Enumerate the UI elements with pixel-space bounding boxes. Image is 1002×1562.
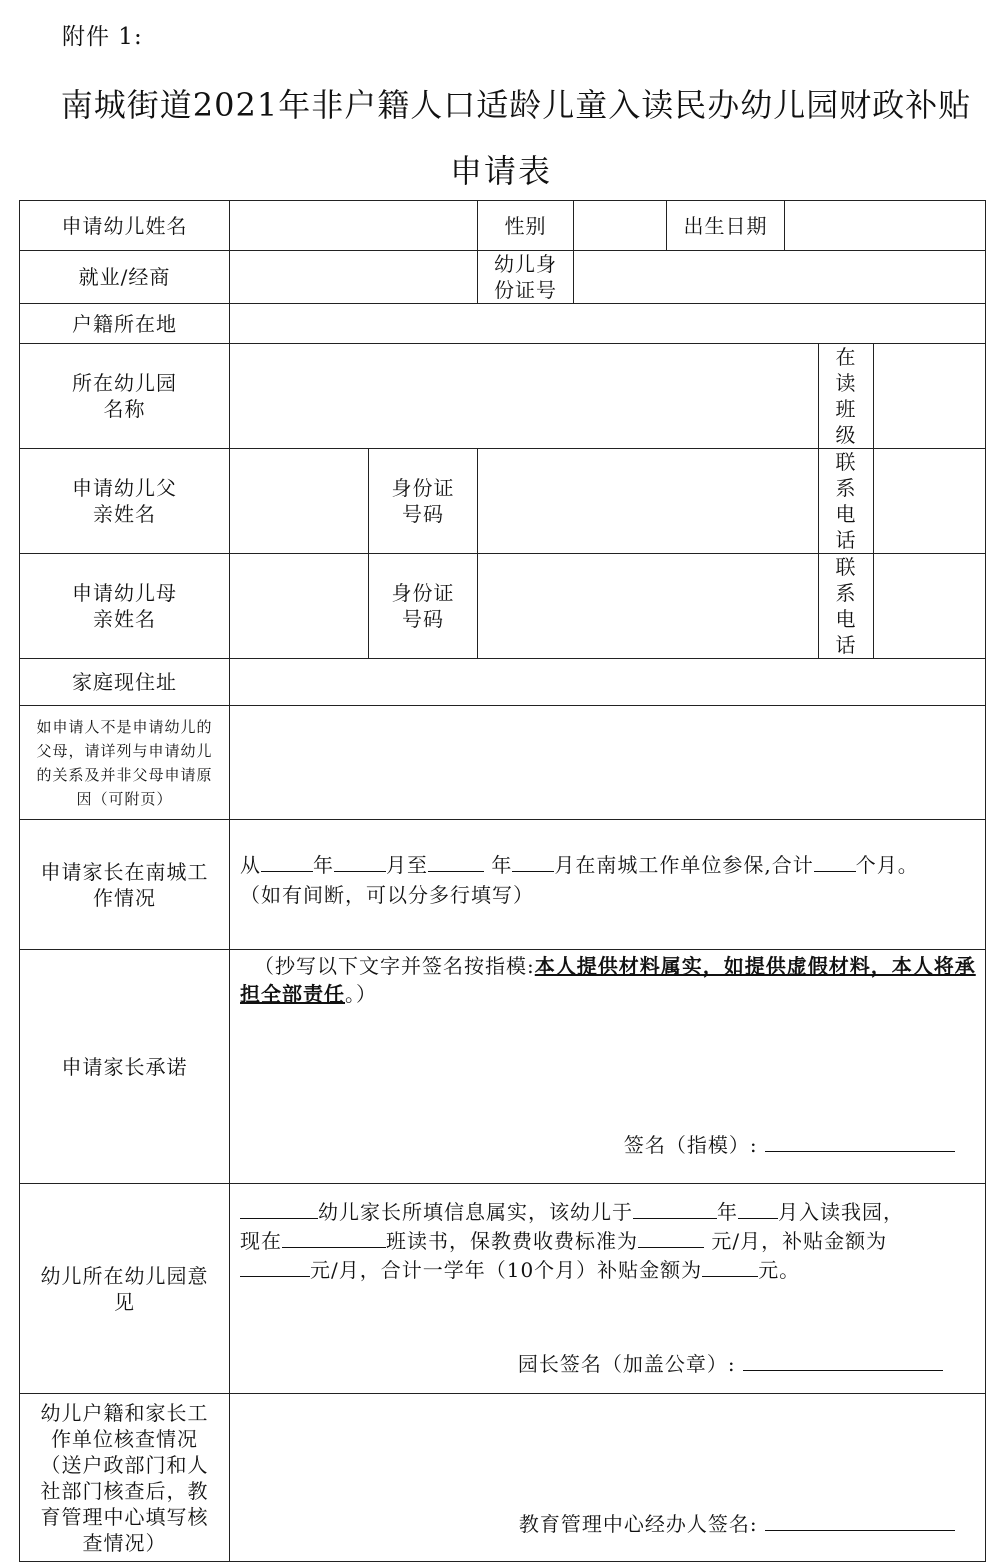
kg-signature: 园长签名（加盖公章）: xyxy=(518,1350,943,1379)
row-promise xyxy=(20,950,986,1184)
field-mother-phone[interactable] xyxy=(874,554,986,659)
work-line: 从 年 月至 年 月在南城工作单位参保,合计 个月。 xyxy=(240,853,919,877)
label-promise: 申请家长承诺 xyxy=(20,950,230,1184)
field-birth-date[interactable] xyxy=(785,201,986,251)
promise-statement: 本人提供材料属实，如提供虚假材料，本人将承担全部责任 xyxy=(240,954,976,1006)
label-work: 申请家长在南城工作情况 xyxy=(20,820,230,950)
label-hukou: 户籍所在地 xyxy=(20,304,230,344)
label-gender: 性别 xyxy=(478,201,574,251)
label-mother-phone: 联系电话 xyxy=(819,554,874,659)
blank-total-months[interactable] xyxy=(814,851,856,872)
label-father-phone: 联系电话 xyxy=(819,449,874,554)
blank-class[interactable] xyxy=(282,1227,386,1248)
blank-end-month[interactable] xyxy=(512,851,554,872)
row-kg-opinion xyxy=(20,1184,986,1394)
row-non-parent xyxy=(20,706,986,820)
label-mother-name: 申请幼儿母亲姓名 xyxy=(20,554,230,659)
form-title: 南城街道2021年非户籍人口适龄儿童入读民办幼儿园财政补贴 xyxy=(60,86,972,124)
blank-total[interactable] xyxy=(702,1256,758,1277)
field-father-id[interactable] xyxy=(478,449,819,554)
label-class: 在读班级 xyxy=(819,344,874,449)
field-mother-id[interactable] xyxy=(478,554,819,659)
form-subtitle: 申请表 xyxy=(449,152,552,190)
field-class[interactable] xyxy=(874,344,986,449)
label-mother-id: 身份证号码 xyxy=(369,554,478,659)
row-kindergarten xyxy=(20,344,986,449)
label-father-name: 申请幼儿父亲姓名 xyxy=(20,449,230,554)
blank-end-year[interactable] xyxy=(428,851,484,872)
field-address[interactable] xyxy=(230,659,986,706)
blank-subsidy[interactable] xyxy=(240,1256,310,1277)
field-mother-name[interactable] xyxy=(230,554,369,659)
label-birth-date: 出生日期 xyxy=(667,201,785,251)
verify-signature: 教育管理中心经办人签名: xyxy=(519,1510,955,1537)
label-address: 家庭现住址 xyxy=(20,659,230,706)
blank-start-month[interactable] xyxy=(334,851,386,872)
field-kindergarten[interactable] xyxy=(230,344,819,449)
row-child-name xyxy=(20,201,986,251)
field-father-name[interactable] xyxy=(230,449,369,554)
field-employment[interactable] xyxy=(230,251,478,304)
label-child-id: 幼儿身份证号 xyxy=(478,251,574,304)
field-work[interactable] xyxy=(230,820,986,950)
row-work xyxy=(20,820,986,950)
field-gender[interactable] xyxy=(574,201,667,251)
blank-start-year[interactable] xyxy=(261,851,313,872)
label-verify: 幼儿户籍和家长工作单位核查情况（送户政部门和人社部门核查后，教育管理中心填写核查情况） xyxy=(20,1394,230,1562)
field-father-phone[interactable] xyxy=(874,449,986,554)
label-kindergarten: 所在幼儿园名称 xyxy=(20,344,230,449)
attachment-label: 附件 1: xyxy=(62,24,143,50)
work-note: （如有间断，可以分多行填写） xyxy=(240,883,534,907)
label-non-parent: 如申请人不是申请幼儿的父母，请详列与申请幼儿的关系及并非父母申请原因（可附页） xyxy=(20,706,230,820)
field-kg-opinion[interactable] xyxy=(230,1184,986,1394)
kg-line2: 现在 班读书，保教费收费标准为 元/月，补贴金额为 xyxy=(240,1229,888,1253)
field-promise[interactable] xyxy=(230,950,986,1184)
kg-signature-line[interactable] xyxy=(743,1350,943,1371)
label-kg-opinion: 幼儿所在幼儿园意见 xyxy=(20,1184,230,1394)
promise-text: （抄写以下文字并签名按指模:本人提供材料属实，如提供虚假材料，本人将承担全部责任。） xyxy=(240,954,976,1006)
kg-line1: 幼儿家长所填信息属实，该幼儿于 年 月入读我园， xyxy=(240,1198,977,1227)
field-non-parent[interactable] xyxy=(230,706,986,820)
field-child-name[interactable] xyxy=(230,201,478,251)
row-hukou xyxy=(20,304,986,344)
blank-enroll-month[interactable] xyxy=(738,1198,778,1219)
kg-line3: 元/月，合计一学年（10个月）补贴金额为 元。 xyxy=(240,1256,977,1285)
application-form-table xyxy=(19,200,986,1562)
blank-fee[interactable] xyxy=(638,1227,704,1248)
row-father xyxy=(20,449,986,554)
row-address xyxy=(20,659,986,706)
field-hukou[interactable] xyxy=(230,304,986,344)
label-father-id: 身份证号码 xyxy=(369,449,478,554)
blank-enroll-year[interactable] xyxy=(633,1198,717,1219)
row-mother xyxy=(20,554,986,659)
blank-child[interactable] xyxy=(240,1198,318,1219)
label-child-name: 申请幼儿姓名 xyxy=(20,201,230,251)
promise-signature: 签名（指模）: xyxy=(624,1131,955,1159)
verify-signature-line[interactable] xyxy=(765,1510,955,1531)
row-verify xyxy=(20,1394,986,1562)
row-employment xyxy=(20,251,986,304)
field-verify[interactable] xyxy=(230,1394,986,1562)
label-employment: 就业/经商 xyxy=(20,251,230,304)
promise-signature-line[interactable] xyxy=(765,1131,955,1152)
field-child-id[interactable] xyxy=(574,251,986,304)
